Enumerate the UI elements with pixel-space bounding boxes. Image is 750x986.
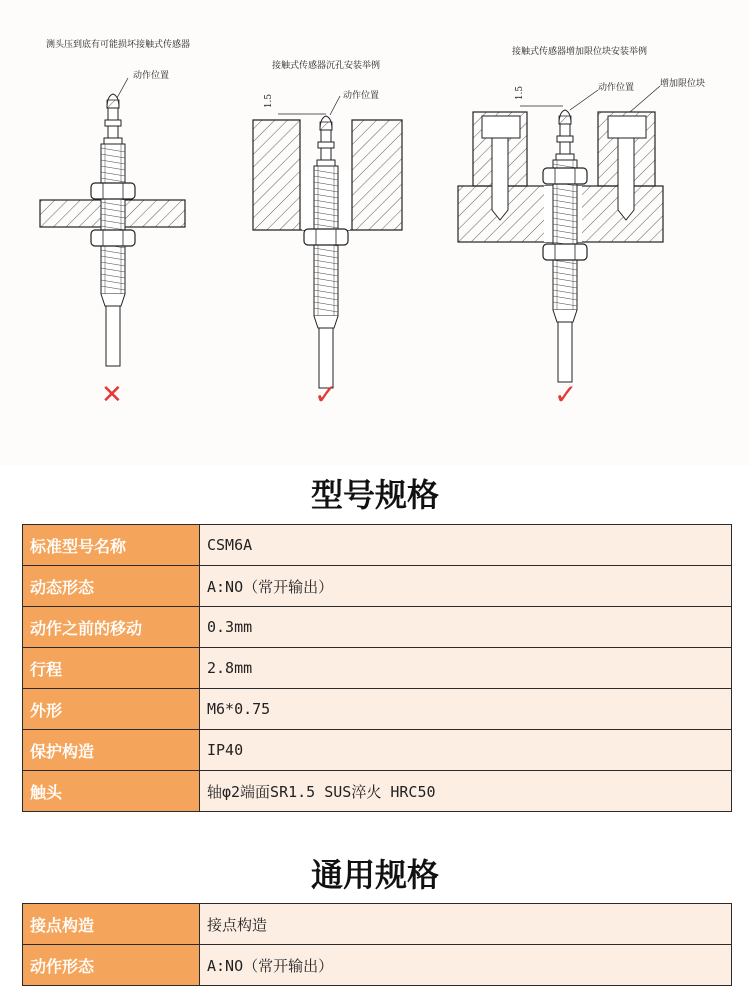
row-label: 动态形态: [23, 566, 200, 607]
row-value: A:NO（常开输出）: [200, 566, 732, 607]
caption-right: 接触式传感器增加限位块安装举例: [512, 47, 648, 57]
row-label: 保护构造: [23, 730, 200, 771]
row-value: CSM6A: [200, 525, 732, 566]
limit-block-label: 增加限位块: [660, 79, 706, 89]
table-row: [23, 525, 732, 566]
general-table: [22, 903, 732, 986]
row-value: 0.3mm: [200, 607, 732, 648]
spec-title: 型号规格: [310, 476, 439, 514]
dimension-label-2: 1.5: [515, 85, 526, 101]
dimension-label-1: 1.5: [264, 93, 275, 109]
table-row: [23, 945, 732, 986]
general-title: 通用规格: [310, 856, 439, 894]
action-position-label-1: 动作位置: [133, 71, 170, 81]
table-row: [23, 689, 732, 730]
wrong-mark: ✕: [101, 380, 123, 410]
caption-left: 测头压到底有可能损坏接触式传感器: [46, 40, 191, 50]
row-value: 轴φ2端面SR1.5 SUS淬火 HRC50: [200, 771, 732, 812]
row-value: A:NO（常开输出）: [200, 945, 732, 986]
table-row: [23, 648, 732, 689]
row-label: 接点构造: [23, 904, 200, 945]
row-value: 2.8mm: [200, 648, 732, 689]
row-label: 外形: [23, 689, 200, 730]
row-value: IP40: [200, 730, 732, 771]
row-label: 标准型号名称: [23, 525, 200, 566]
ok-mark-1: ✓: [314, 378, 338, 411]
action-position-label-2: 动作位置: [343, 91, 380, 101]
spec-table: [22, 524, 732, 812]
row-value: 接点构造: [200, 904, 732, 945]
table-row: [23, 730, 732, 771]
table-row: [23, 771, 732, 812]
row-label: 行程: [23, 648, 200, 689]
action-position-label-3: 动作位置: [598, 83, 635, 93]
caption-middle: 接触式传感器沉孔安装举例: [272, 61, 381, 71]
ok-mark-2: ✓: [554, 378, 578, 411]
table-row: [23, 904, 732, 945]
row-label: 动作形态: [23, 945, 200, 986]
row-label: 触头: [23, 771, 200, 812]
row-value: M6*0.75: [200, 689, 732, 730]
installation-diagram: [0, 0, 750, 465]
row-label: 动作之前的移动: [23, 607, 200, 648]
table-row: [23, 566, 732, 607]
table-row: [23, 607, 732, 648]
